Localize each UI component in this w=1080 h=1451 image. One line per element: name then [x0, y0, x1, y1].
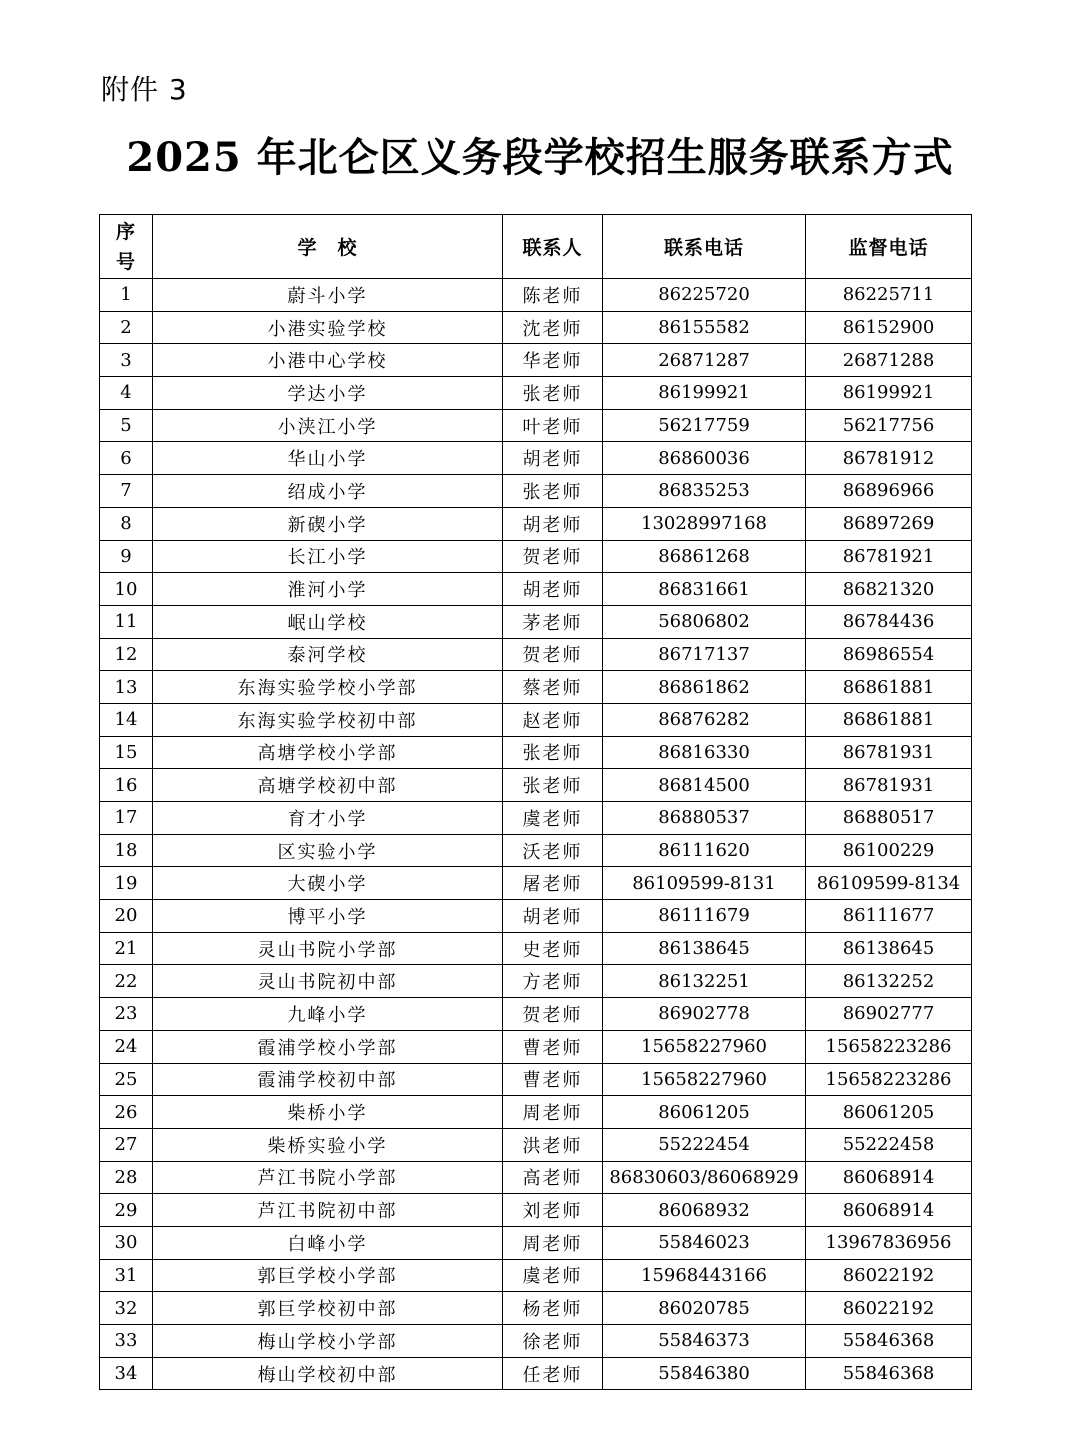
seq-cell: 5: [100, 409, 153, 442]
supervision-phone-cell: 86225711: [806, 279, 972, 312]
contact-person-cell: 刘老师: [503, 1194, 603, 1227]
contact-person-cell: 赵老师: [503, 703, 603, 736]
school-cell: 大碶小学: [153, 867, 503, 900]
contact-person-cell: 胡老师: [503, 507, 603, 540]
seq-cell: 32: [100, 1292, 153, 1325]
contact-phone-cell: 13028997168: [603, 507, 806, 540]
seq-cell: 12: [100, 638, 153, 671]
school-cell: 芦江书院小学部: [153, 1161, 503, 1194]
table-row: [100, 409, 972, 442]
school-cell: 蔚斗小学: [153, 279, 503, 312]
contact-phone-cell: 55846380: [603, 1357, 806, 1390]
supervision-phone-cell: 55222458: [806, 1128, 972, 1161]
contact-person-cell: 华老师: [503, 344, 603, 377]
supervision-phone-cell: 86100229: [806, 834, 972, 867]
seq-cell: 6: [100, 442, 153, 475]
table-row: [100, 965, 972, 998]
seq-cell: 10: [100, 573, 153, 606]
seq-cell: 19: [100, 867, 153, 900]
table-row: [100, 1096, 972, 1129]
header-supervision-phone: 监督电话: [806, 215, 972, 279]
seq-cell: 20: [100, 900, 153, 933]
contact-person-cell: 任老师: [503, 1357, 603, 1390]
contact-table: [99, 214, 972, 1390]
table-row: [100, 377, 972, 410]
school-cell: 淮河小学: [153, 573, 503, 606]
supervision-phone-cell: 86109599-8134: [806, 867, 972, 900]
document-title: 2025 年北仑区义务段学校招生服务联系方式: [126, 134, 954, 181]
school-cell: 梅山学校小学部: [153, 1325, 503, 1358]
seq-cell: 11: [100, 605, 153, 638]
supervision-phone-cell: 86781921: [806, 540, 972, 573]
school-cell: 泰河学校: [153, 638, 503, 671]
contact-person-cell: 沈老师: [503, 311, 603, 344]
contact-phone-cell: 55846023: [603, 1226, 806, 1259]
contact-person-cell: 陈老师: [503, 279, 603, 312]
contact-person-cell: 叶老师: [503, 409, 603, 442]
contact-phone-cell: 86831661: [603, 573, 806, 606]
supervision-phone-cell: 26871288: [806, 344, 972, 377]
supervision-phone-cell: 86784436: [806, 605, 972, 638]
seq-cell: 4: [100, 377, 153, 410]
contact-phone-cell: 56806802: [603, 605, 806, 638]
contact-phone-cell: 86861862: [603, 671, 806, 704]
school-cell: 霞浦学校初中部: [153, 1063, 503, 1096]
contact-person-cell: 方老师: [503, 965, 603, 998]
supervision-phone-cell: 86022192: [806, 1259, 972, 1292]
contact-person-cell: 张老师: [503, 769, 603, 802]
contact-person-cell: 茅老师: [503, 605, 603, 638]
seq-cell: 3: [100, 344, 153, 377]
seq-cell: 7: [100, 475, 153, 508]
seq-cell: 30: [100, 1226, 153, 1259]
contact-phone-cell: 86816330: [603, 736, 806, 769]
contact-person-cell: 胡老师: [503, 573, 603, 606]
seq-cell: 18: [100, 834, 153, 867]
contact-person-cell: 屠老师: [503, 867, 603, 900]
contact-person-cell: 徐老师: [503, 1325, 603, 1358]
table-row: [100, 1128, 972, 1161]
contact-phone-cell: 26871287: [603, 344, 806, 377]
seq-cell: 31: [100, 1259, 153, 1292]
seq-cell: 22: [100, 965, 153, 998]
school-cell: 霞浦学校小学部: [153, 1030, 503, 1063]
contact-phone-cell: 86111679: [603, 900, 806, 933]
school-cell: 新碶小学: [153, 507, 503, 540]
supervision-phone-cell: 86022192: [806, 1292, 972, 1325]
contact-phone-cell: 15968443166: [603, 1259, 806, 1292]
school-cell: 柴桥实验小学: [153, 1128, 503, 1161]
contact-phone-cell: 86717137: [603, 638, 806, 671]
contact-person-cell: 张老师: [503, 377, 603, 410]
supervision-phone-cell: 15658223286: [806, 1030, 972, 1063]
seq-cell: 24: [100, 1030, 153, 1063]
table-row: [100, 834, 972, 867]
table-row: [100, 638, 972, 671]
contact-person-cell: 虞老师: [503, 1259, 603, 1292]
contact-phone-cell: 86861268: [603, 540, 806, 573]
contact-phone-cell: 55846373: [603, 1325, 806, 1358]
contact-phone-cell: 15658227960: [603, 1030, 806, 1063]
seq-cell: 9: [100, 540, 153, 573]
seq-cell: 23: [100, 998, 153, 1031]
contact-person-cell: 张老师: [503, 475, 603, 508]
contact-phone-cell: 86860036: [603, 442, 806, 475]
table-header: [100, 215, 972, 279]
school-cell: 郭巨学校初中部: [153, 1292, 503, 1325]
contact-phone-cell: 86138645: [603, 932, 806, 965]
contact-person-cell: 曹老师: [503, 1063, 603, 1096]
contact-person-cell: 蔡老师: [503, 671, 603, 704]
supervision-phone-cell: 55846368: [806, 1357, 972, 1390]
supervision-phone-cell: 86902777: [806, 998, 972, 1031]
table-row: [100, 442, 972, 475]
seq-cell: 34: [100, 1357, 153, 1390]
contact-phone-cell: 86814500: [603, 769, 806, 802]
contact-phone-cell: 86225720: [603, 279, 806, 312]
school-cell: 小港中心学校: [153, 344, 503, 377]
seq-cell: 13: [100, 671, 153, 704]
contact-person-cell: 杨老师: [503, 1292, 603, 1325]
table-row: [100, 1063, 972, 1096]
supervision-phone-cell: 86199921: [806, 377, 972, 410]
contact-phone-cell: 86132251: [603, 965, 806, 998]
supervision-phone-cell: 86111677: [806, 900, 972, 933]
supervision-phone-cell: 86896966: [806, 475, 972, 508]
seq-cell: 33: [100, 1325, 153, 1358]
contact-phone-cell: 86068932: [603, 1194, 806, 1227]
attachment-label: 附件 3: [101, 73, 188, 106]
table-row: [100, 605, 972, 638]
table-row: [100, 703, 972, 736]
school-cell: 华山小学: [153, 442, 503, 475]
contact-person-cell: 张老师: [503, 736, 603, 769]
contact-phone-cell: 86830603/86068929: [603, 1161, 806, 1194]
supervision-phone-cell: 86068914: [806, 1161, 972, 1194]
school-cell: 柴桥小学: [153, 1096, 503, 1129]
contact-phone-cell: 86902778: [603, 998, 806, 1031]
contact-phone-cell: 56217759: [603, 409, 806, 442]
seq-cell: 15: [100, 736, 153, 769]
school-cell: 岷山学校: [153, 605, 503, 638]
table-row: [100, 867, 972, 900]
header-school: 学 校: [153, 215, 503, 279]
contact-phone-cell: 86020785: [603, 1292, 806, 1325]
supervision-phone-cell: 55846368: [806, 1325, 972, 1358]
school-cell: 郭巨学校小学部: [153, 1259, 503, 1292]
seq-cell: 14: [100, 703, 153, 736]
header-seq: [100, 215, 153, 279]
contact-phone-cell: 55222454: [603, 1128, 806, 1161]
supervision-phone-cell: 86068914: [806, 1194, 972, 1227]
table-row: [100, 475, 972, 508]
table-row: [100, 998, 972, 1031]
school-cell: 小浃江小学: [153, 409, 503, 442]
contact-person-cell: 周老师: [503, 1226, 603, 1259]
supervision-phone-cell: 86132252: [806, 965, 972, 998]
table-row: [100, 1259, 972, 1292]
supervision-phone-cell: 86138645: [806, 932, 972, 965]
school-cell: 育才小学: [153, 802, 503, 835]
school-cell: 白峰小学: [153, 1226, 503, 1259]
seq-cell: 21: [100, 932, 153, 965]
table-row: [100, 1161, 972, 1194]
table-row: [100, 279, 972, 312]
table-row: [100, 932, 972, 965]
school-cell: 高塘学校初中部: [153, 769, 503, 802]
school-cell: 东海实验学校初中部: [153, 703, 503, 736]
supervision-phone-cell: 86061205: [806, 1096, 972, 1129]
seq-cell: 1: [100, 279, 153, 312]
school-cell: 长江小学: [153, 540, 503, 573]
school-cell: 学达小学: [153, 377, 503, 410]
header-contact-person: 联系人: [503, 215, 603, 279]
header-seq-line2: 号: [115, 250, 136, 273]
supervision-phone-cell: 86781931: [806, 736, 972, 769]
supervision-phone-cell: 86861881: [806, 703, 972, 736]
contact-person-cell: 高老师: [503, 1161, 603, 1194]
contact-person-cell: 贺老师: [503, 638, 603, 671]
school-cell: 博平小学: [153, 900, 503, 933]
seq-cell: 2: [100, 311, 153, 344]
contact-person-cell: 贺老师: [503, 998, 603, 1031]
table-row: [100, 671, 972, 704]
contact-phone-cell: 86061205: [603, 1096, 806, 1129]
header-seq-line1: 序: [115, 220, 136, 243]
table-row: [100, 311, 972, 344]
header-contact-phone: 联系电话: [603, 215, 806, 279]
table-row: [100, 507, 972, 540]
supervision-phone-cell: 86986554: [806, 638, 972, 671]
contact-person-cell: 虞老师: [503, 802, 603, 835]
school-cell: 东海实验学校小学部: [153, 671, 503, 704]
supervision-phone-cell: 86821320: [806, 573, 972, 606]
school-cell: 梅山学校初中部: [153, 1357, 503, 1390]
table-row: [100, 344, 972, 377]
seq-cell: 26: [100, 1096, 153, 1129]
seq-cell: 29: [100, 1194, 153, 1227]
table-row: [100, 900, 972, 933]
school-cell: 区实验小学: [153, 834, 503, 867]
seq-cell: 27: [100, 1128, 153, 1161]
supervision-phone-cell: 86781931: [806, 769, 972, 802]
contact-person-cell: 胡老师: [503, 900, 603, 933]
school-cell: 小港实验学校: [153, 311, 503, 344]
seq-cell: 8: [100, 507, 153, 540]
seq-cell: 28: [100, 1161, 153, 1194]
table-row: [100, 802, 972, 835]
seq-cell: 16: [100, 769, 153, 802]
contact-person-cell: 胡老师: [503, 442, 603, 475]
supervision-phone-cell: 86781912: [806, 442, 972, 475]
contact-person-cell: 贺老师: [503, 540, 603, 573]
school-cell: 芦江书院初中部: [153, 1194, 503, 1227]
table-row: [100, 736, 972, 769]
contact-person-cell: 曹老师: [503, 1030, 603, 1063]
school-cell: 灵山书院初中部: [153, 965, 503, 998]
contact-phone-cell: 86155582: [603, 311, 806, 344]
supervision-phone-cell: 15658223286: [806, 1063, 972, 1096]
table-row: [100, 1226, 972, 1259]
supervision-phone-cell: 86880517: [806, 802, 972, 835]
table-body: [100, 279, 972, 1390]
table-row: [100, 769, 972, 802]
contact-phone-cell: 86199921: [603, 377, 806, 410]
contact-phone-cell: 15658227960: [603, 1063, 806, 1096]
table-row: [100, 1325, 972, 1358]
school-cell: 九峰小学: [153, 998, 503, 1031]
contact-phone-cell: 86880537: [603, 802, 806, 835]
supervision-phone-cell: 13967836956: [806, 1226, 972, 1259]
supervision-phone-cell: 86152900: [806, 311, 972, 344]
table-row: [100, 1292, 972, 1325]
contact-phone-cell: 86835253: [603, 475, 806, 508]
school-cell: 绍成小学: [153, 475, 503, 508]
contact-person-cell: 史老师: [503, 932, 603, 965]
supervision-phone-cell: 86897269: [806, 507, 972, 540]
contact-phone-cell: 86111620: [603, 834, 806, 867]
table-row: [100, 540, 972, 573]
contact-person-cell: 沃老师: [503, 834, 603, 867]
seq-cell: 17: [100, 802, 153, 835]
contact-person-cell: 周老师: [503, 1096, 603, 1129]
school-cell: 高塘学校小学部: [153, 736, 503, 769]
contact-phone-cell: 86109599-8131: [603, 867, 806, 900]
school-cell: 灵山书院小学部: [153, 932, 503, 965]
supervision-phone-cell: 86861881: [806, 671, 972, 704]
table-row: [100, 1030, 972, 1063]
contact-person-cell: 洪老师: [503, 1128, 603, 1161]
supervision-phone-cell: 56217756: [806, 409, 972, 442]
table-row: [100, 1194, 972, 1227]
table-row: [100, 1357, 972, 1390]
table-row: [100, 573, 972, 606]
header-row: [100, 215, 972, 279]
seq-cell: 25: [100, 1063, 153, 1096]
contact-phone-cell: 86876282: [603, 703, 806, 736]
